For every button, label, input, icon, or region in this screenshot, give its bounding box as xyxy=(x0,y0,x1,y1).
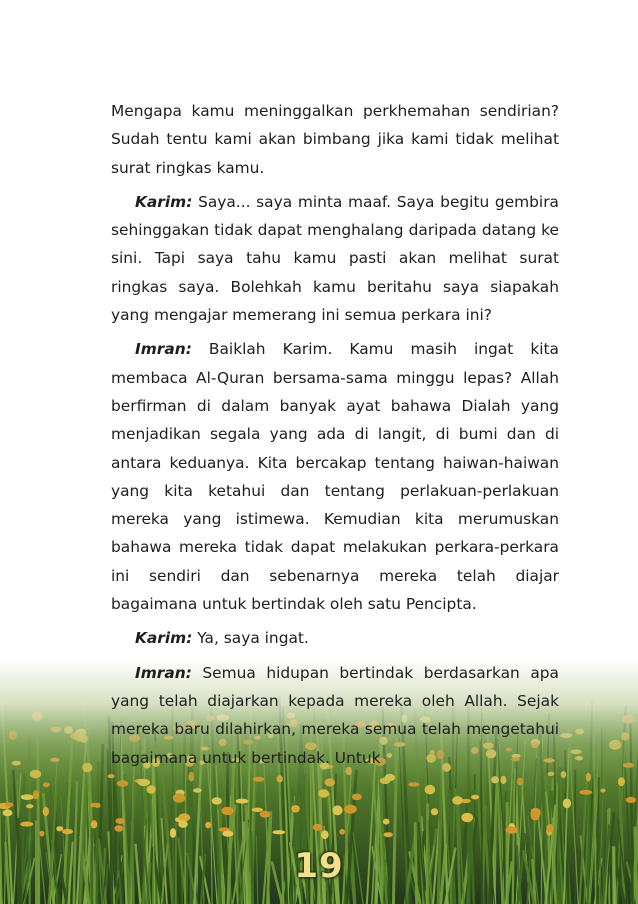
paragraph-text: Baiklah Karim. Kamu masih ingat kita membaca Al-Quran bersama-sama minggu lepas? Allah berfirman di dalam banyak ayat bahawa Dialah yang menjadikan segala yang ada di langit, di bumi dan di antara keduanya. Kita bercakap tentang haiwan-haiwan yang kita ketahui dan tentang perlakuan-perlakuan mereka yang istimewa. Kemudian kita merumuskan bahawa mereka tidak dapat melakukan perkara-perkara ini sendiri dan sebenarnya mereka telah diajar bagaimana untuk bertindak oleh satu Pencipta. xyxy=(111,340,559,614)
paragraph-text: Ya, saya ingat. xyxy=(197,629,309,648)
paragraph-imran-1 xyxy=(111,335,559,618)
speaker-label: Karim: xyxy=(135,629,193,648)
body-text xyxy=(111,97,559,778)
speaker-label: Imran: xyxy=(135,663,192,682)
paragraph-text: Mengapa kamu meninggalkan perkhemahan sendirian? Sudah tentu kami akan bimbang jika kami tidak melihat surat ringkas kamu. xyxy=(111,102,559,177)
page-number: 19 xyxy=(294,846,344,886)
paragraph-intro xyxy=(111,97,559,182)
speaker-label: Imran: xyxy=(135,340,192,359)
paragraph-imran-2 xyxy=(111,659,559,772)
paragraph-karim-1 xyxy=(111,188,559,329)
speaker-label: Karim: xyxy=(135,192,193,211)
paragraph-text: Saya... saya minta maaf. Saya begitu gembira sehinggakan tidak dapat menghalang daripada datang ke sini. Tapi saya tahu kamu pasti akan melihat surat ringkas saya. Bolehkah kamu beritahu saya siapakah yang mengajar memerang ini semua perkara ini? xyxy=(111,192,559,325)
paragraph-karim-2 xyxy=(111,624,559,652)
paragraph-text: Semua hidupan bertindak berdasarkan apa yang telah diajarkan kepada mereka oleh Allah. Sejak mereka baru dilahirkan, mereka semua telah mengetahui bagaimana untuk bertindak. Untuk xyxy=(111,663,559,767)
